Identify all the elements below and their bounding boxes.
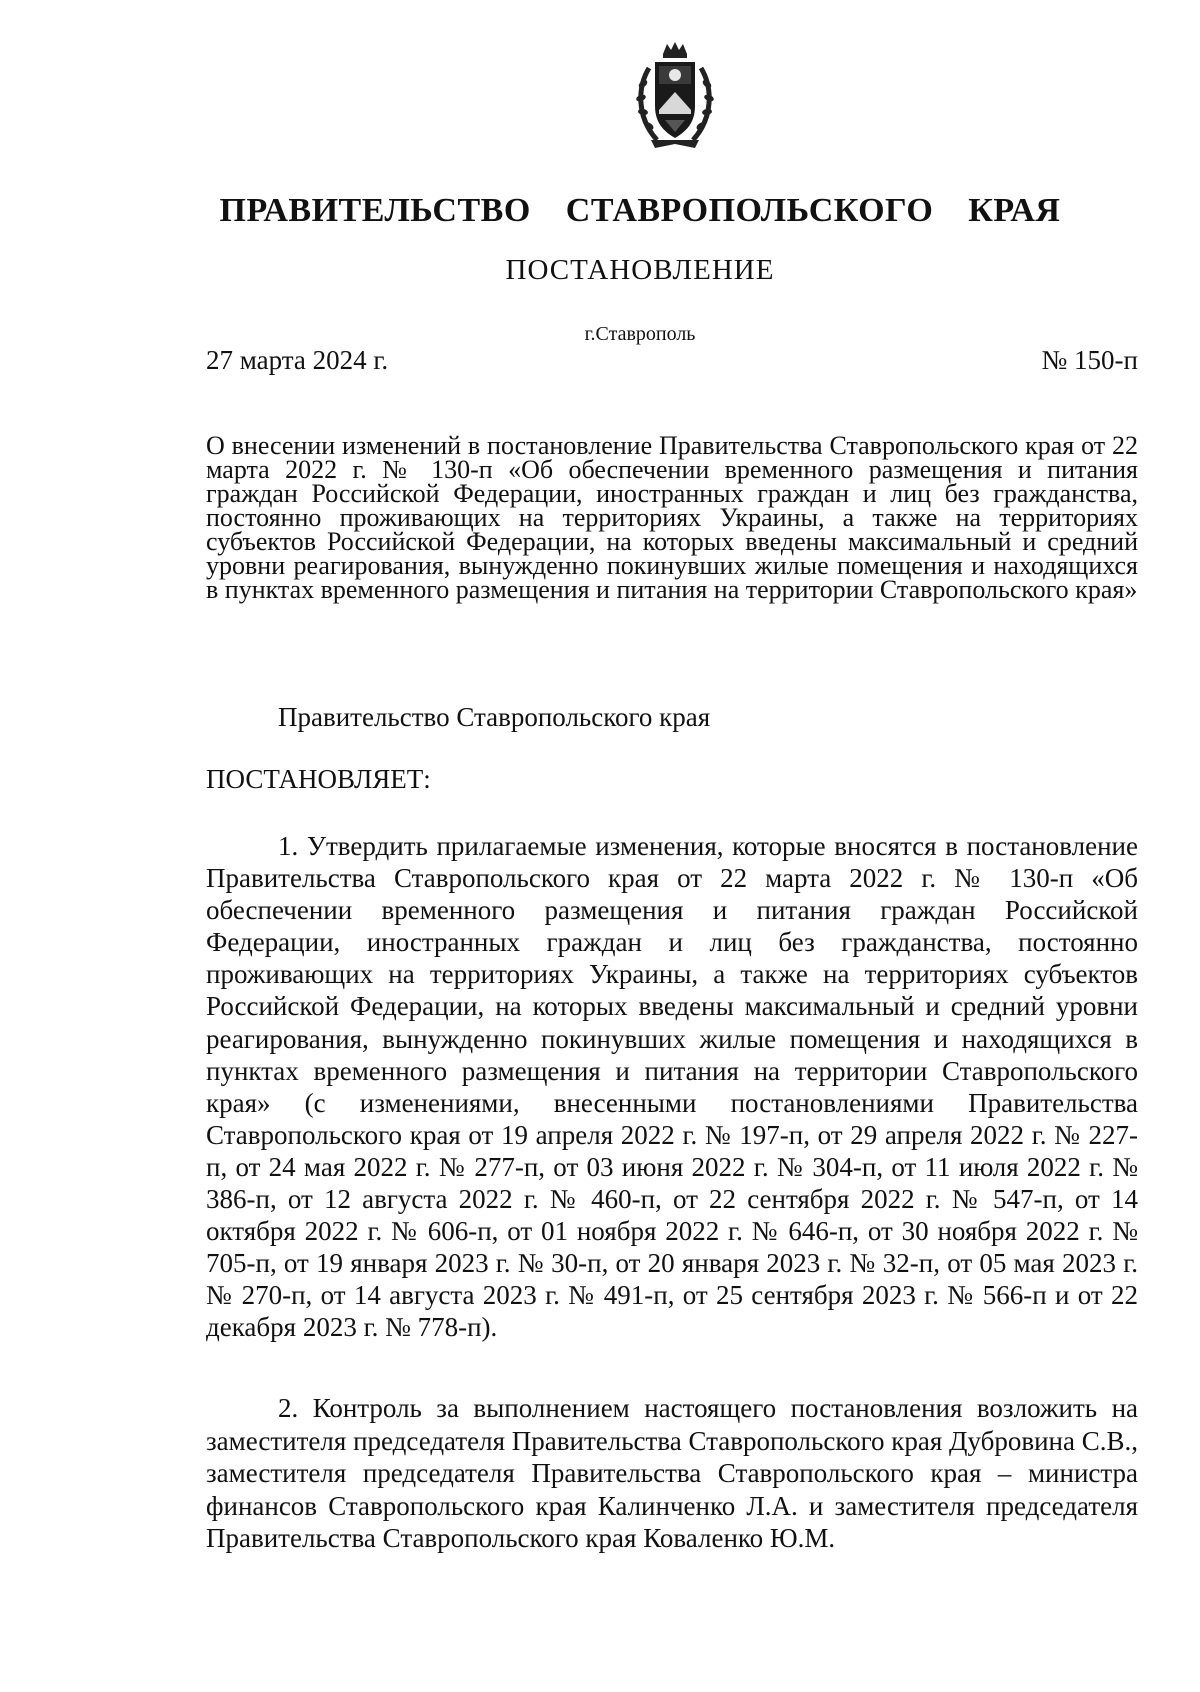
paragraph-2: 2. Контроль за выполнением настоящего постановления возложить на заместителя председателя Правительства Ставропольского края Дубровина С.В., заместителя председателя Правительства Ставропольского края – министра финансов Ставропольского края Калинченко Л.А. и заместителя председателя Правительства Ставропольского края Коваленко Ю.М.	[206, 1393, 1138, 1553]
document-subject: О внесении изменений в постановление Правительства Ставропольского края от 22 марта 2022 г. № 130-п «Об обеспечении временного размещения и питания граждан Российской Федерации, иностранных граждан и лиц без гражданства, постоянно проживающих на территориях Украины, а также на территориях субъектов Российской Федерации, на которых введены максимальный и средний уровни реагирования, вынужденно покинувших жилые помещения и находящихся в пунктах временного размещения и питания на территории Ставропольского края»	[206, 431, 1138, 604]
document-number: № 150-п	[1041, 345, 1138, 375]
paragraph-1: 1. Утвердить прилагаемые изменения, которые вносятся в постановление Правительства Ставропольского края от 22 марта 2022 г. № 130-п «Об обеспечении временного размещения и питания граждан Российской Федерации, иностранных граждан и лиц без гражданства, постоянно проживающих на территориях Украины, а также на территориях субъектов Российской Федерации, на которых введены максимальный и средний уровни реагирования, вынужденно покинувших жилые помещения и находящихся в пунктах временного размещения и питания на территории Ставропольского края» (с изменениями, внесенными постановлениями Правительства Ставропольского края от 19 апреля 2022 г. № 197-п, от 29 апреля 2022 г. № 227-п, от 24 мая 2022 г. № 277-п, от 03 июня 2022 г. № 304-п, от 11 июля 2022 г. № 386-п, от 12 августа 2022 г. № 460-п, от 22 сентября 2022 г. № 547-п, от 14 октября 2022 г. № 606-п, от 01 ноября 2022 г. № 646-п, от 30 ноября 2022 г. № 705-п, от 19 января 2023 г. № 30-п, от 20 января 2023 г. № 32-п, от 05 мая 2023 г. № 270-п, от 14 августа 2023 г. № 491-п, от 25 сентября 2023 г. № 566-п и от 22 декабря 2023 г. № 778-п).	[206, 831, 1138, 1343]
organization-title: ПРАВИТЕЛЬСТВО СТАВРОПОЛЬСКОГО КРАЯ	[219, 192, 1061, 229]
document-city: г.Ставрополь	[584, 323, 696, 345]
decrees-heading: ПОСТАНОВЛЯЕТ:	[206, 764, 431, 794]
coat-of-arms-emblem	[633, 40, 717, 152]
document-date: 27 марта 2024 г.	[206, 345, 389, 375]
document-type: ПОСТАНОВЛЕНИЕ	[505, 254, 775, 286]
issuing-authority: Правительство Ставропольского края	[278, 702, 711, 732]
